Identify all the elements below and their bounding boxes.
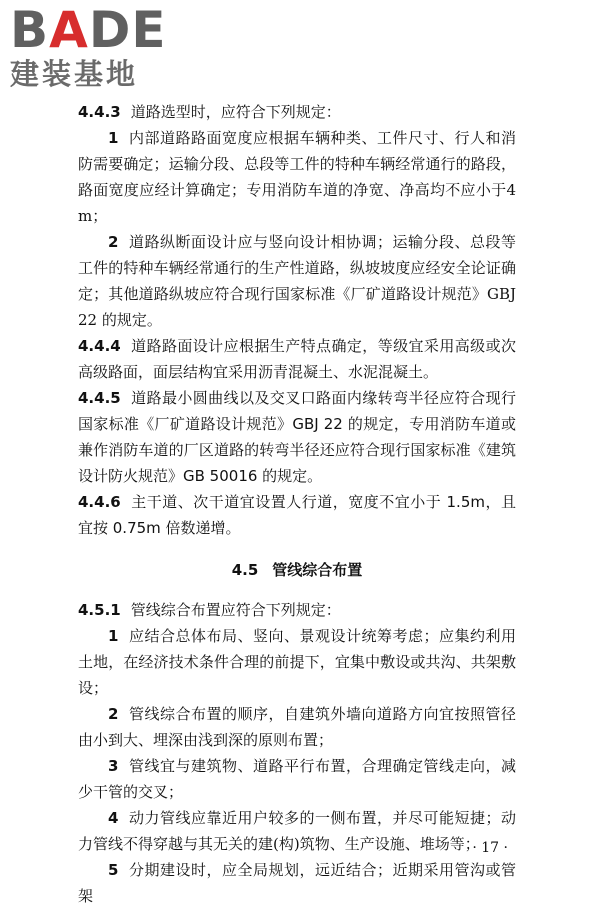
paragraph-text: 道路选型时，应符合下列规定：	[130, 103, 341, 121]
item-number: 1	[108, 627, 119, 645]
paragraph-text: 道路路面设计应根据生产特点确定，等级宜采用高级或次高级路面，面层结构宜采用沥青混凝土、水泥混凝土。	[78, 337, 516, 381]
document-body	[78, 99, 516, 909]
list-item	[78, 623, 516, 701]
paragraph-text: 应结合总体布局、竖向、景观设计统筹考虑；应集约利用土地，在经济技术条件合理的前提下，宜集中敷设或共沟、共架敷设；	[78, 627, 516, 697]
paragraph-text: 主干道、次干道宜设置人行道，宽度不宜小于 1.5m，且宜按 0.75m 倍数递增。	[78, 493, 516, 537]
clause-number: 4.4.4	[78, 337, 121, 355]
item-number: 5	[108, 861, 119, 879]
item-number: 2	[108, 233, 119, 251]
clause-paragraph	[78, 597, 516, 623]
clause-paragraph	[78, 489, 516, 541]
paragraph-text: 管线宜与建筑物、道路平行布置，合理确定管线走向，减少干管的交叉；	[78, 757, 516, 801]
item-number: 2	[108, 705, 119, 723]
clause-number: 4.5.1	[78, 601, 121, 619]
section-title: 管线综合布置	[272, 561, 363, 579]
page-number: · 17 ·	[472, 840, 508, 856]
list-item	[78, 805, 516, 857]
list-item	[78, 753, 516, 805]
item-number: 1	[108, 129, 119, 147]
paragraph-text: 动力管线应靠近用户较多的一侧布置，并尽可能短捷；动力管线不得穿越与其无关的建(构)筑物、生产设施、堆场等；	[78, 809, 516, 853]
clause-paragraph	[78, 385, 516, 489]
list-item	[78, 701, 516, 753]
section-heading	[78, 557, 516, 583]
bade-logo	[10, 1, 190, 91]
list-item	[78, 857, 516, 909]
section-4-4-clauses	[78, 99, 516, 541]
paragraph-text: 分期建设时，应全局规划，远近结合；近期采用管沟或管架	[78, 861, 516, 905]
list-item	[78, 229, 516, 333]
item-number: 3	[108, 757, 119, 775]
paragraph-text: 道路纵断面设计应与竖向设计相协调；运输分段、总段等工件的特种车辆经常通行的生产性道路，纵坡坡度应经安全论证确定；其他道路纵坡应符合现行国家标准《厂矿道路设计规范》GBJ 22 的规定。	[78, 233, 516, 329]
clause-paragraph	[78, 333, 516, 385]
clause-paragraph	[78, 99, 516, 125]
clause-number: 4.4.6	[78, 493, 121, 511]
item-number: 4	[108, 809, 119, 827]
paragraph-text: 管线综合布置应符合下列规定：	[130, 601, 341, 619]
paragraph-text: 内部道路路面宽度应根据车辆种类、工件尺寸、行人和消防需要确定；运输分段、总段等工件的特种车辆经常通行的路段，路面宽度应经计算确定；专用消防车道的净宽、净高均不应小于4m；	[78, 129, 516, 225]
section-number: 4.5	[231, 561, 259, 579]
logo-subtitle: 建装基地	[10, 57, 139, 91]
paragraph-text: 道路最小圆曲线以及交叉口路面内缘转弯半径应符合现行国家标准《厂矿道路设计规范》GBJ 22 的规定，专用消防车道或兼作消防车道的厂区道路的转弯半径还应符合现行国家标准《建筑设计防火规范》GB 50016 的规定。	[78, 389, 516, 485]
clause-number: 4.4.5	[78, 389, 121, 407]
paragraph-text: 管线综合布置的顺序，自建筑外墙向道路方向宜按照管径由小到大、埋深由浅到深的原则布置；	[78, 705, 516, 749]
list-item	[78, 125, 516, 229]
section-4-5-clauses	[78, 597, 516, 909]
logo-wordmark: BADE	[10, 1, 167, 59]
clause-number: 4.4.3	[78, 103, 121, 121]
